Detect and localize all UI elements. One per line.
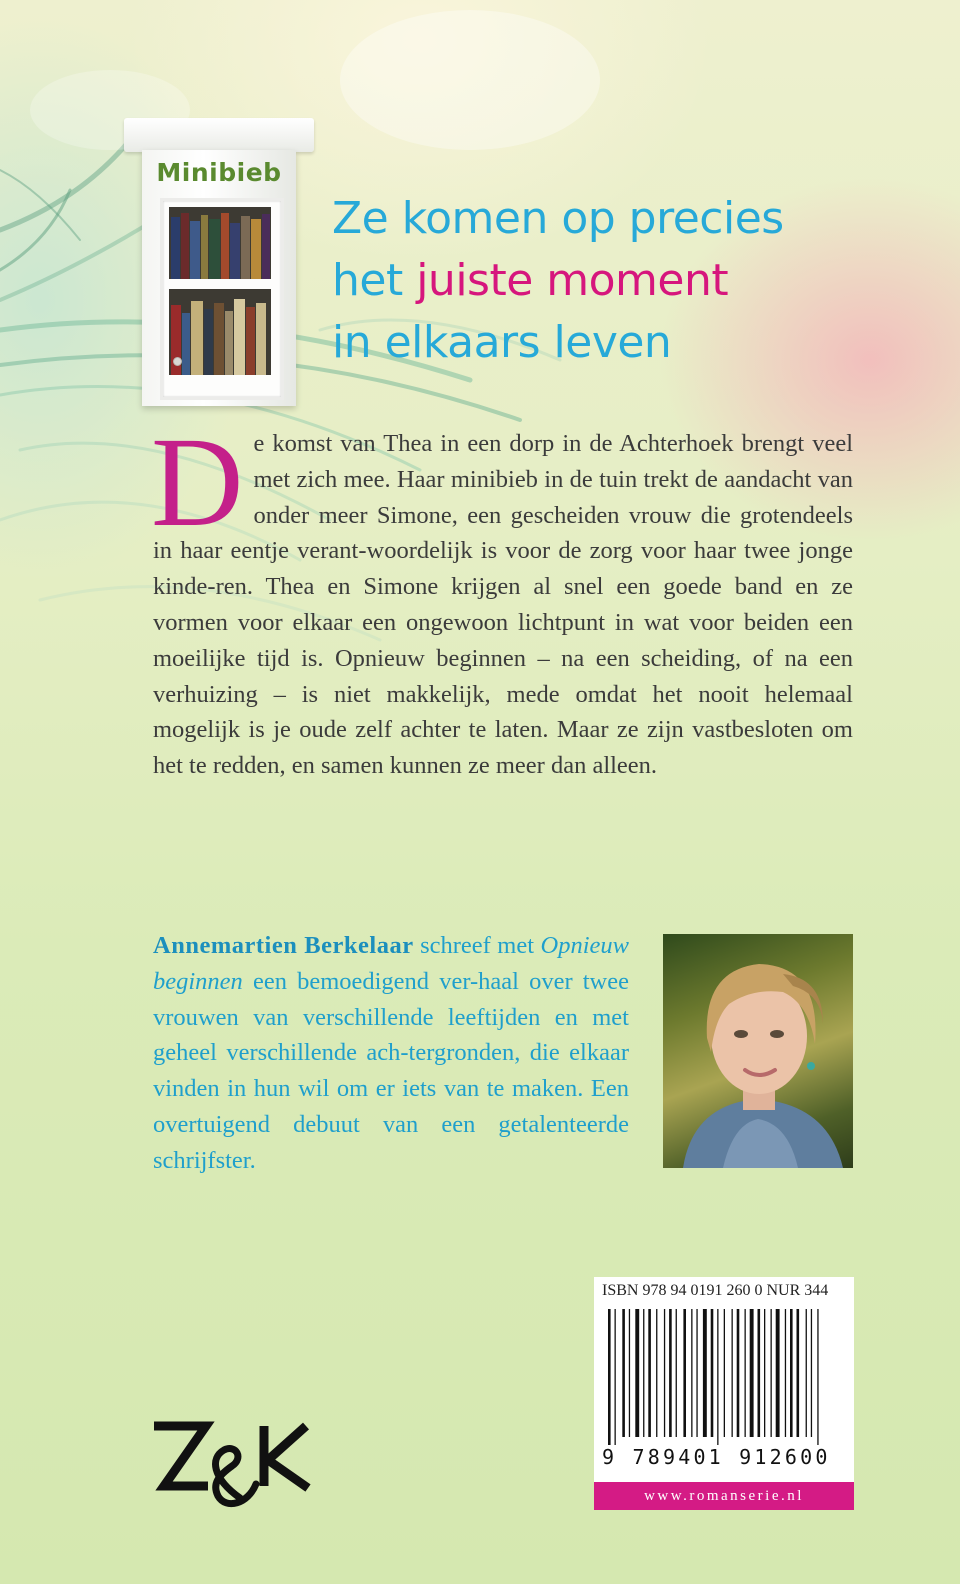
barcode-bar — [629, 1309, 630, 1437]
tagline — [332, 188, 784, 374]
barcode-bar — [817, 1309, 818, 1445]
minibieb-sign: Minibieb — [156, 158, 282, 187]
author-portrait-illustration — [663, 934, 853, 1168]
barcode-bar — [750, 1309, 754, 1437]
barcode-bars — [608, 1309, 840, 1445]
barcode-bar — [711, 1309, 714, 1437]
author-paragraph — [153, 928, 629, 1179]
zk-logo-mark — [152, 1418, 312, 1518]
barcode-bar — [676, 1309, 677, 1437]
barcode-block — [594, 1277, 854, 1510]
tagline-line-3: in elkaars leven — [332, 317, 672, 368]
barcode-bar — [764, 1309, 765, 1437]
barcode-bar — [724, 1309, 725, 1437]
barcode-bar — [797, 1309, 800, 1437]
cabinet-knob — [173, 357, 182, 366]
barcode-bar — [745, 1309, 746, 1437]
barcode-bar — [790, 1309, 793, 1437]
author-text-after: een bemoedigend ver-haal over twee vrouwen van verschillende leeftijden en met geheel verschillende ach-tergronden, die elkaar vinden in hun wil om er iets van te maken. Een overtuigend debuut van een getalenteerde schrijfster. — [153, 967, 629, 1174]
barcode-bar — [656, 1309, 657, 1437]
minibieb-cabinet-illustration — [124, 118, 314, 408]
cabinet-door — [160, 198, 284, 400]
barcode-bar — [669, 1309, 672, 1437]
barcode-bar — [608, 1309, 611, 1445]
book-shelf-top — [169, 207, 271, 279]
barcode-bar — [648, 1309, 651, 1437]
book-title: Opnieuw beginnen — [153, 932, 630, 995]
barcode-bar — [732, 1309, 733, 1437]
tagline-highlight: juiste moment — [416, 255, 729, 306]
barcode-bar — [643, 1309, 644, 1437]
barcode-bar — [696, 1309, 697, 1437]
barcode-bar — [635, 1309, 639, 1437]
barcode-bar — [758, 1309, 761, 1437]
blurb-text: e komst van Thea in een dorp in de Achterhoek brengt veel met zich mee. Haar minibieb in de tuin trekt de aandacht van onder meer Simone, een gescheiden vrouw die grotendeels in haar eentje verant-woordelijk is voor de zorg voor haar twee jonge kinde-ren. Thea en Simone krijgen al snel een goede band en ze vormen voor elkaar een ongewoon lichtpunt in wat voor beiden een moeilijke tijd is. Opnieuw beginnen – na een scheiding, of na een verhuizing – is niet makkelijk, mede omdat het nooit helemaal mogelijk is je oude zelf achter te laten. Maar ze zijn vastbesloten om het te redden, en samen kunnen ze meer dan alleen. — [153, 430, 853, 780]
author-name: Annemartien Berkelaar — [153, 932, 414, 959]
book-shelf-bottom — [169, 289, 271, 375]
publisher-logo — [152, 1418, 312, 1518]
barcode-bar — [776, 1309, 780, 1437]
barcode-bar — [737, 1309, 740, 1437]
barcode-bar — [622, 1309, 625, 1437]
barcode-bar — [691, 1309, 692, 1437]
barcode-bar — [664, 1309, 665, 1437]
tagline-line-2-start: het — [332, 255, 417, 306]
barcode-bar — [811, 1309, 812, 1437]
tagline-line-1: Ze komen op precies — [332, 193, 784, 244]
book-blurb — [151, 411, 853, 784]
barcode-bar — [771, 1309, 772, 1437]
drop-cap: D — [151, 411, 244, 553]
barcode-number: 9 789401 912600 — [602, 1445, 831, 1469]
isbn-line: ISBN 978 94 0191 260 0 NUR 344 — [602, 1282, 829, 1299]
cabinet-roof — [124, 118, 314, 152]
author-photo — [663, 934, 853, 1168]
tagline-line-2 — [332, 250, 784, 312]
website-url: www.romanserie.nl — [594, 1482, 854, 1510]
barcode-bar — [785, 1309, 786, 1437]
barcode-bar — [683, 1309, 686, 1437]
barcode-bar — [806, 1309, 807, 1437]
barcode-bar — [703, 1309, 707, 1437]
cabinet-body — [142, 150, 296, 406]
author-text-before: schreef met — [413, 932, 541, 959]
barcode-bar — [615, 1309, 616, 1445]
barcode-bar — [717, 1309, 718, 1445]
